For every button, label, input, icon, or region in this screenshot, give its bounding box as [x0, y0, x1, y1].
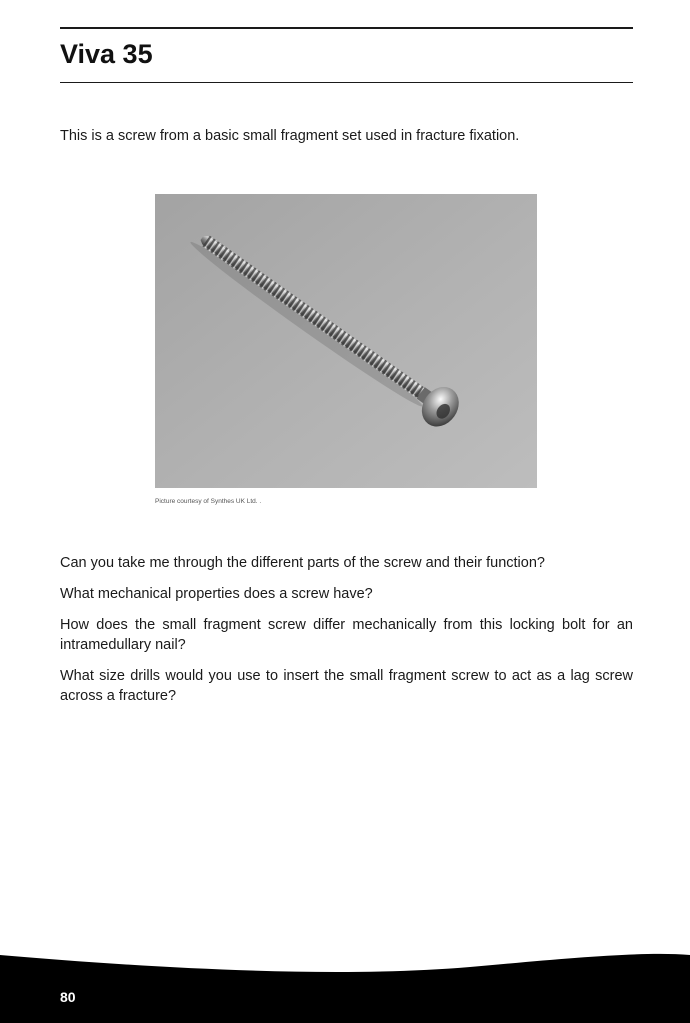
- photo-credit: Picture courtesy of Synthes UK Ltd. .: [155, 498, 262, 505]
- question-item: How does the small fragment screw differ mechanically from this locking bolt for an intramedullary nail?: [60, 617, 633, 653]
- question-item: What size drills would you use to insert the small fragment screw to act as a lag screw across a fracture?: [60, 668, 633, 704]
- header-top-rule: [60, 27, 633, 29]
- intro-paragraph: This is a screw from a basic small fragment set used in fracture fixation.: [60, 128, 520, 144]
- question-item: Can you take me through the different parts of the screw and their function?: [60, 555, 545, 571]
- question-list: [60, 553, 633, 717]
- question-item: What mechanical properties does a screw have?: [60, 586, 373, 602]
- footer-wave-band: [0, 945, 690, 1023]
- page-number: 80: [60, 989, 76, 1005]
- header-bottom-rule: [60, 82, 633, 83]
- screw-photo: [155, 194, 537, 488]
- page-title: Viva 35: [60, 39, 153, 69]
